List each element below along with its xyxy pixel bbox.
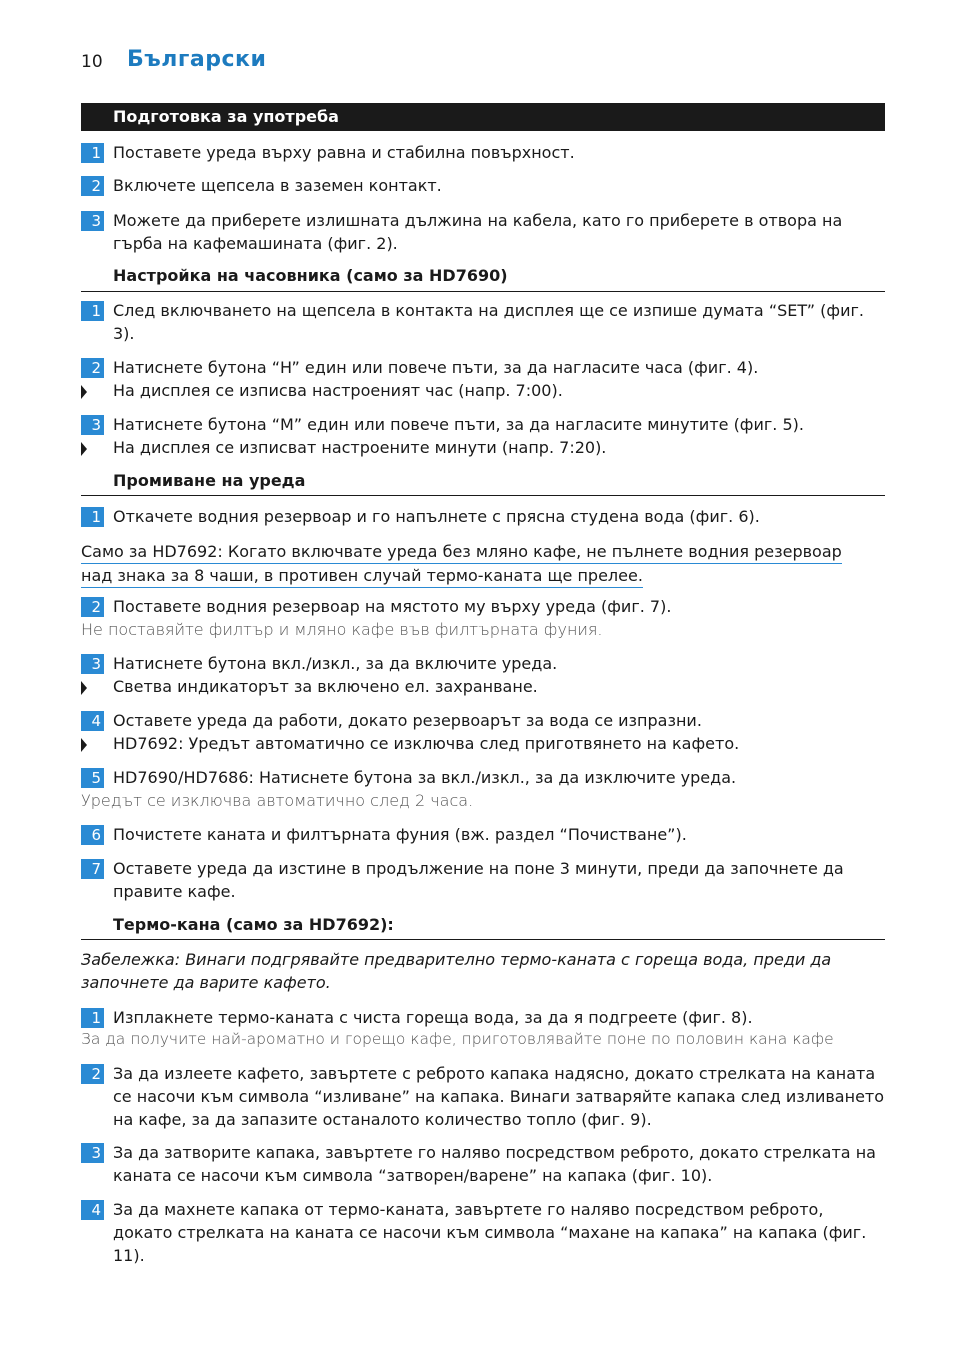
section-rule — [81, 495, 885, 496]
bullet-triangle-icon — [81, 442, 87, 456]
bullet-text: На дисплея се изписват настроените минути (напр. 7:20). — [113, 438, 607, 457]
page-number: 10 — [81, 52, 103, 72]
step-text: Поставете уреда върху равна и стабилна повърхност. — [113, 143, 575, 162]
step-text: Натиснете бутона “M” един или повече пъти, за да нагласите минутите (фиг. 5). — [113, 415, 804, 434]
note-line: над знака за 8 чаши, в противен случай термо-каната ще прелее. — [81, 564, 643, 588]
step-text: Поставете водния резервоар на мястото му върху уреда (фиг. 7). — [113, 597, 672, 616]
bullet-triangle-icon — [81, 681, 87, 695]
section-rule — [81, 939, 885, 940]
bullet-text: Светва индикаторът за включено ел. захранване. — [113, 677, 538, 696]
step-text: Почистете каната и филтърната фуния (вж. раздел “Почистване”). — [113, 825, 687, 844]
step-number: 6 — [81, 825, 104, 845]
step-text: Оставете уреда да изстине в продължение на поне 3 минути, преди да започнете да правите кафе. — [113, 859, 844, 901]
section-rule — [81, 291, 885, 292]
section-title-thermo: Термо-кана (само за HD7692): — [113, 915, 394, 934]
step-text: Натиснете бутона “H” един или повече пъти, за да нагласите часа (фиг. 4). — [113, 358, 759, 377]
step-text: За да махнете капака от термо-каната, завъртете го наляво посредством реброто, докато стрелката на каната се насочи към символа “махане на капака” на капака (фиг. 11). — [113, 1200, 867, 1265]
thermo-step-1-note: За да получите най-ароматно и горещо кафе, приготовлявайте поне по половин кана кафе — [81, 1030, 834, 1048]
step-text: Включете щепсела в заземен контакт. — [113, 176, 442, 195]
rinse-step-2-note: Не поставяйте филтър и мляно кафе във филтърната фуния. — [81, 620, 603, 639]
step-number: 3 — [81, 415, 104, 435]
step-number: 1 — [81, 1008, 104, 1028]
step-number: 1 — [81, 301, 104, 321]
thermo-note: Забележка: Винаги подгрявайте предварително термо-каната с гореща вода, преди да започнете да варите кафето. — [81, 950, 832, 992]
bullet-triangle-icon — [81, 385, 87, 399]
step-text: Изплакнете термо-каната с чиста гореща вода, за да я подгреете (фиг. 8). — [113, 1008, 753, 1027]
step-text: След включването на щепсела в контакта на дисплея ще се изпише думата “SET” (фиг. 3). — [113, 301, 864, 343]
step-text: Откачете водния резервоар и го напълнете с прясна студена вода (фиг. 6). — [113, 507, 760, 526]
step-number: 2 — [81, 1064, 104, 1084]
step-number: 2 — [81, 176, 104, 196]
step-number: 3 — [81, 1143, 104, 1163]
step-number: 4 — [81, 711, 104, 731]
step-text: HD7690/HD7686: Натиснете бутона за вкл./изкл., за да изключите уреда. — [113, 768, 737, 787]
section-title-prep: Подготовка за употреба — [113, 107, 339, 126]
section-title-clock: Настройка на часовника (само за HD7690) — [113, 266, 508, 285]
step-number: 2 — [81, 358, 104, 378]
step-number: 2 — [81, 597, 104, 617]
rinse-step-5-note: Уредът се изключва автоматично след 2 часа. — [81, 791, 474, 810]
step-number: 7 — [81, 859, 104, 879]
language-title: Български — [127, 47, 267, 72]
step-number: 1 — [81, 143, 104, 163]
step-number: 1 — [81, 507, 104, 527]
step-text: За да излеете кафето, завъртете с реброто капака надясно, докато стрелката на каната се насочи към символа “изливане” на капака. Винаги затваряйте капака след изливането на кафе, за да запазите останалото количество топло (фиг. 9). — [113, 1064, 885, 1129]
step-number: 3 — [81, 211, 104, 231]
step-text: Можете да приберете излишната дължина на кабела, като го приберете в отвора на гърба на кафемашината (фиг. 2). — [113, 211, 843, 253]
bullet-text: HD7692: Уредът автоматично се изключва след приготвянето на кафето. — [113, 734, 740, 753]
step-text: За да затворите капака, завъртете го наляво посредством реброто, докато стрелката на каната се насочи към символа “затворен/варене” на капака (фиг. 10). — [113, 1143, 876, 1185]
note-line: Само за HD7692: Когато включвате уреда без мляно кафе, не пълнете водния резервоар — [81, 540, 842, 564]
bullet-text: На дисплея се изписва настроеният час (напр. 7:00). — [113, 381, 563, 400]
step-text: Натиснете бутона вкл./изкл., за да включите уреда. — [113, 654, 558, 673]
step-number: 3 — [81, 654, 104, 674]
step-number: 4 — [81, 1200, 104, 1220]
section-title-rinse: Промиване на уреда — [113, 471, 306, 490]
step-number: 5 — [81, 768, 104, 788]
hd7692-note — [81, 540, 871, 588]
bullet-triangle-icon — [81, 738, 87, 752]
section-bar-prep — [81, 103, 885, 131]
step-text: Оставете уреда да работи, докато резервоарът за вода се изпразни. — [113, 711, 702, 730]
